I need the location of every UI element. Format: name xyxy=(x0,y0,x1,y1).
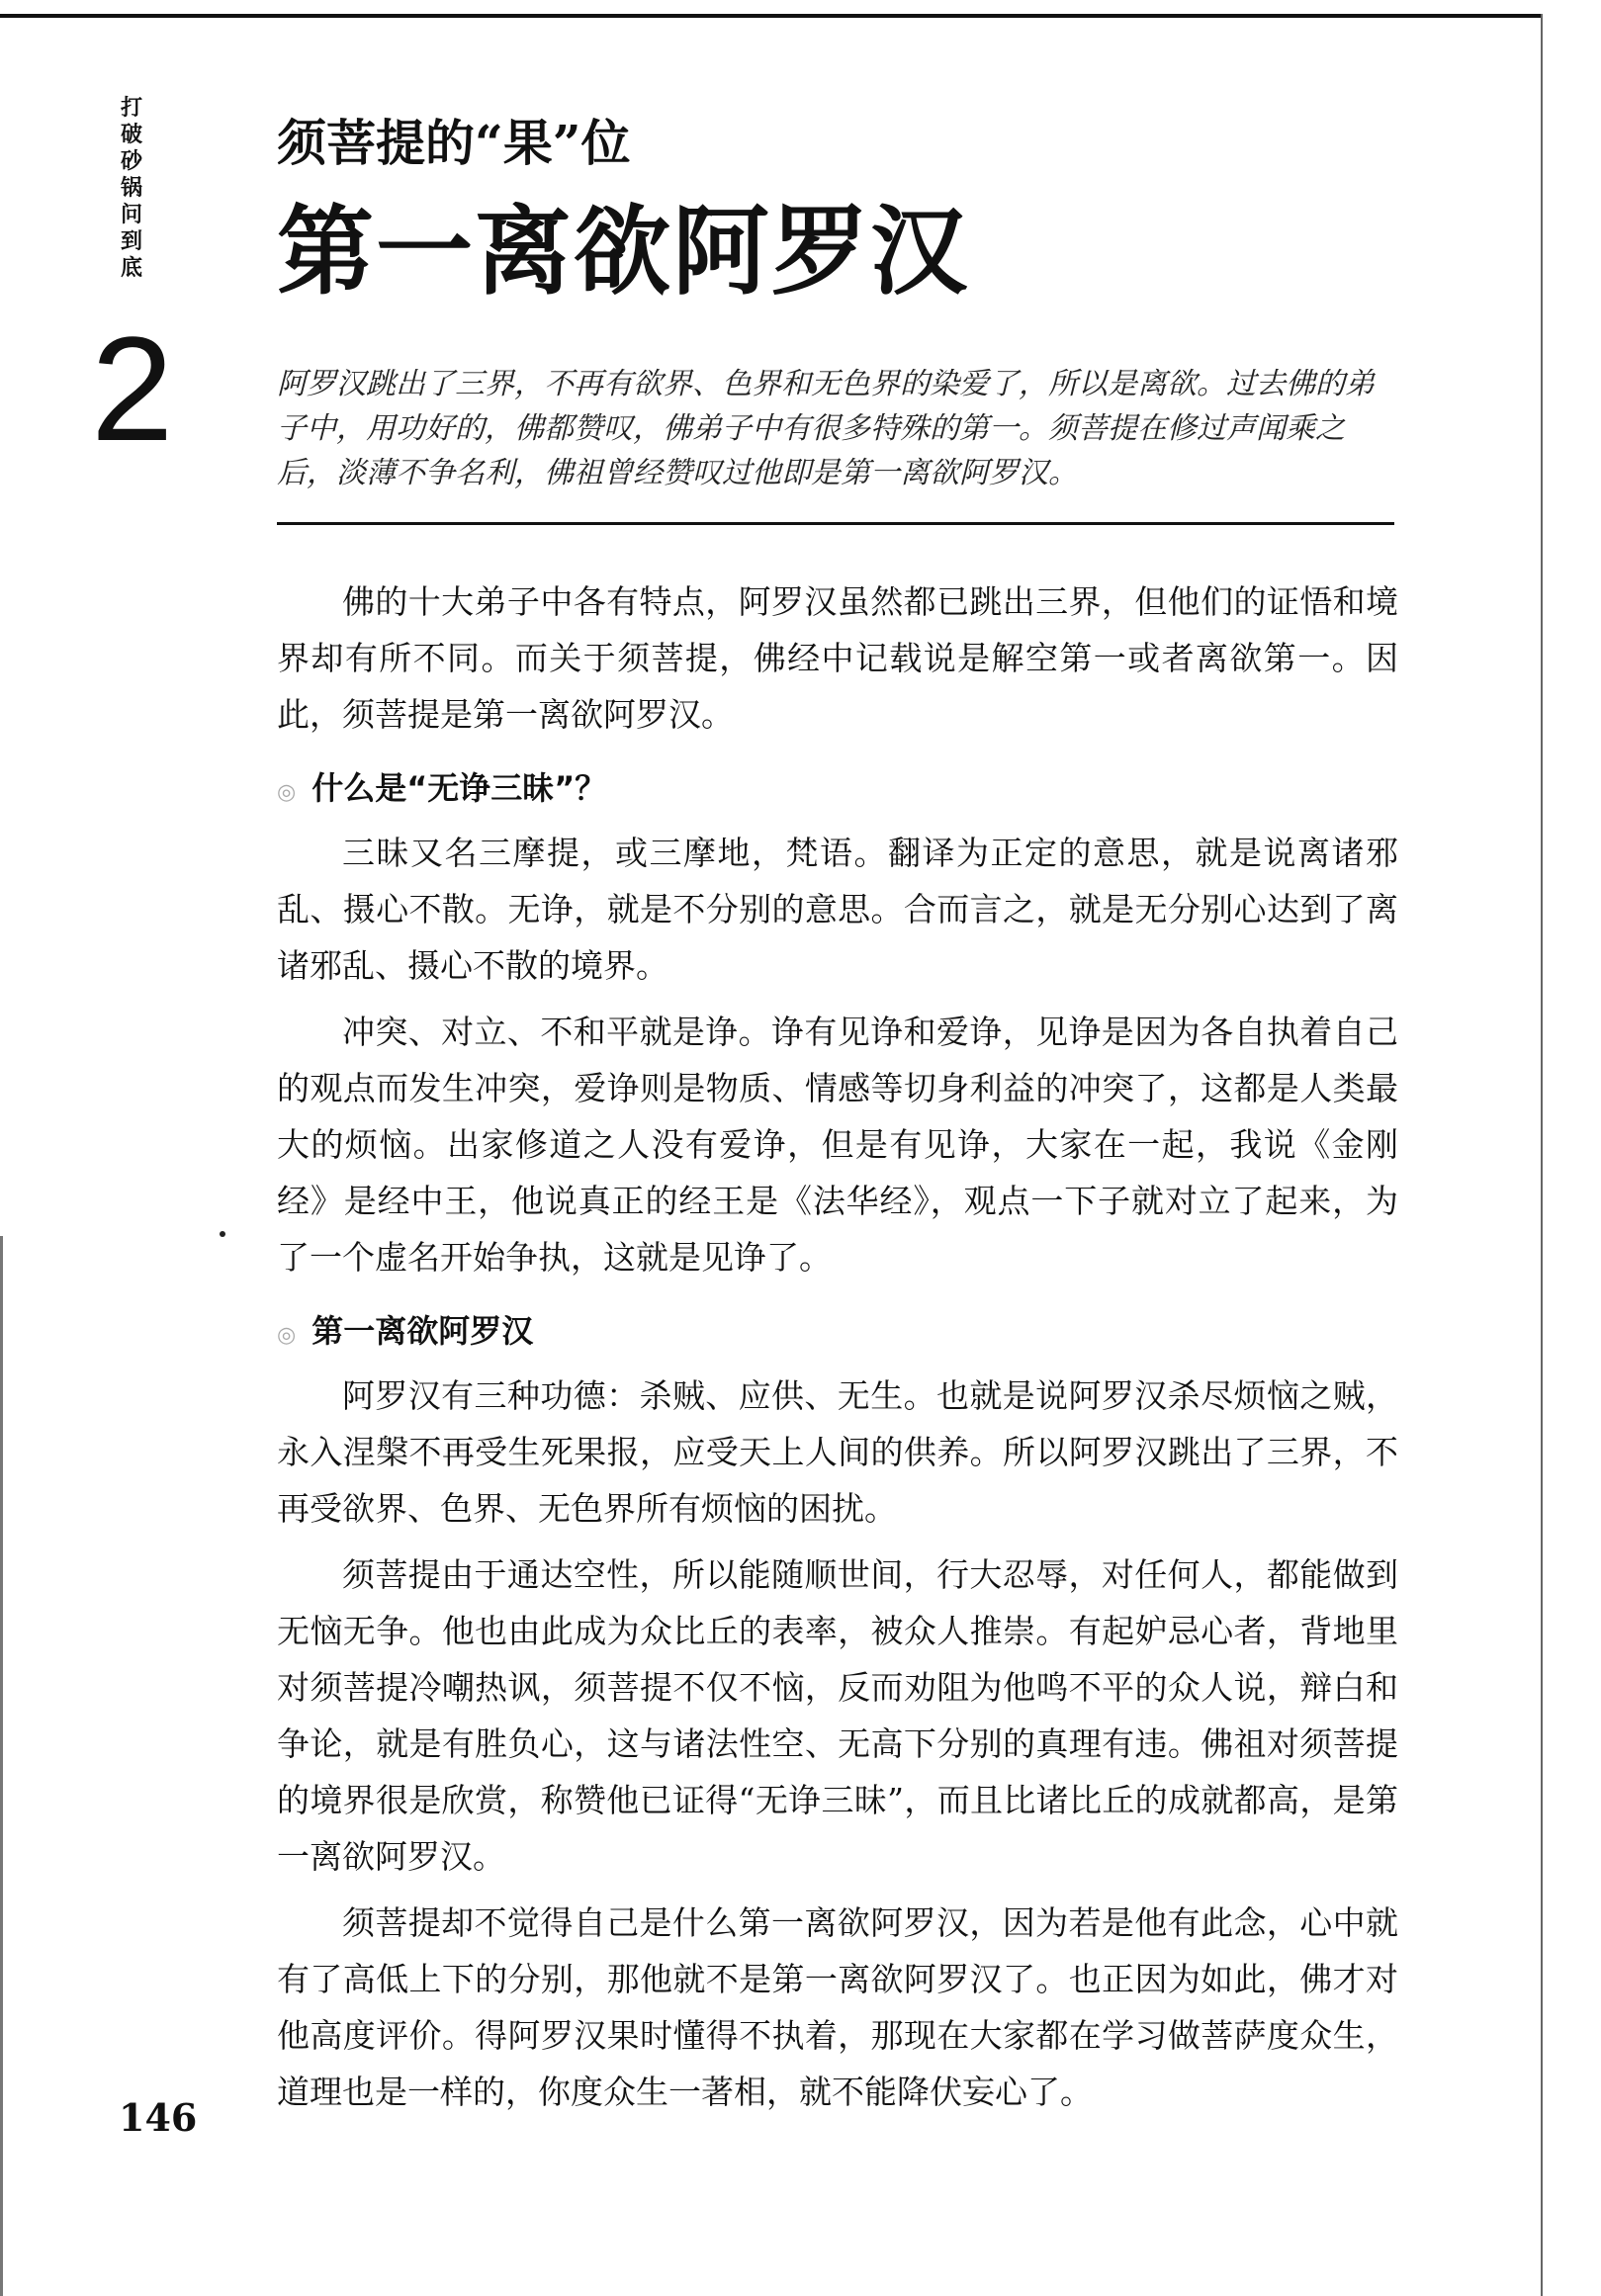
paragraph: 阿罗汉有三种功德：杀贼、应供、无生。也就是说阿罗汉杀尽烦恼之贼，永入涅槃不再受生死果报，应受天上人间的供养。所以阿罗汉跳出了三界，不再受欲界、色界、无色界所有烦恼的困扰。 xyxy=(277,1376,1398,1528)
paragraph: 须菩提却不觉得自己是什么第一离欲阿罗汉，因为若是他有此念，心中就有了高低上下的分别，那他就不是第一离欲阿罗汉了。也正因为如此，佛才对他高度评价。得阿罗汉果时懂得不执着，那现在大家都在学习做菩萨度众生，道理也是一样的，你度众生一著相，就不能降伏妄心了。 xyxy=(277,1903,1398,2111)
paragraph: 三昧又名三摩提，或三摩地，梵语。翻译为正定的意思，就是说离诸邪乱、摄心不散。无诤，就是不分别的意思。合而言之，就是无分别心达到了离诸邪乱、摄心不散的境界。 xyxy=(277,834,1398,985)
top-rule xyxy=(0,14,1543,18)
margin-dot xyxy=(220,1231,225,1237)
section-subtitle: 须菩提的“果”位 xyxy=(277,114,631,172)
chapter-number: 2 xyxy=(91,306,174,472)
page-edge-left xyxy=(0,1236,3,2296)
subheading xyxy=(277,762,1398,819)
intro-divider xyxy=(277,522,1394,525)
bullet-mark-icon: ◎ xyxy=(277,1323,297,1348)
section-title: 第一离欲阿罗汉 xyxy=(277,196,970,309)
page-edge-right xyxy=(1541,14,1543,2296)
subheading xyxy=(277,1305,1398,1362)
intro-summary: 阿罗汉跳出了三界，不再有欲界、色界和无色界的染爱了，所以是离欲。过去佛的弟子中，用功好的，佛都赞叹，佛弟子中有很多特殊的第一。须菩提在修过声闻乘之后，淡薄不争名利，佛祖曾经赞叹过他即是第一离欲阿罗汉。 xyxy=(277,367,1375,490)
paragraph: 须菩提由于通达空性，所以能随顺世间，行大忍辱，对任何人，都能做到无恼无争。他也由此成为众比丘的表率，被众人推崇。有起妒忌心者，背地里对须菩提冷嘲热讽，须菩提不仅不恼，反而劝阻为他鸣不平的众人说，辩白和争论，就是有胜负心，这与诸法性空、无高下分别的真理有违。佛祖对须菩提的境界很是欣赏，称赞他已证得“无诤三昧”，而且比诸比丘的成就都高，是第一离欲阿罗汉。 xyxy=(277,1555,1398,1876)
subheading-text: 什么是“无诤三昧”？ xyxy=(311,769,607,807)
body-text xyxy=(277,574,1398,2130)
page-number: 146 xyxy=(119,2095,198,2140)
bullet-mark-icon: ◎ xyxy=(277,780,297,805)
subheading-text: 第一离欲阿罗汉 xyxy=(311,1312,534,1350)
paragraph: 冲突、对立、不和平就是诤。诤有见诤和爱诤，见诤是因为各自执着自己的观点而发生冲突，爱诤则是物质、情感等切身利益的冲突了，这都是人类最大的烦恼。出家修道之人没有爱诤，但是有见诤，大家在一起，我说《金刚经》是经中王，他说真正的经王是《法华经》，观点一下子就对立了起来，为了一个虚名开始争执，这就是见诤了。 xyxy=(277,1013,1398,1277)
paragraph: 佛的十大弟子中各有特点，阿罗汉虽然都已跳出三界，但他们的证悟和境界却有所不同。而关于须菩提，佛经中记载说是解空第一或者离欲第一。因此，须菩提是第一离欲阿罗汉。 xyxy=(277,582,1398,734)
running-header-vertical: 打破砂锅问到底 xyxy=(120,96,142,281)
